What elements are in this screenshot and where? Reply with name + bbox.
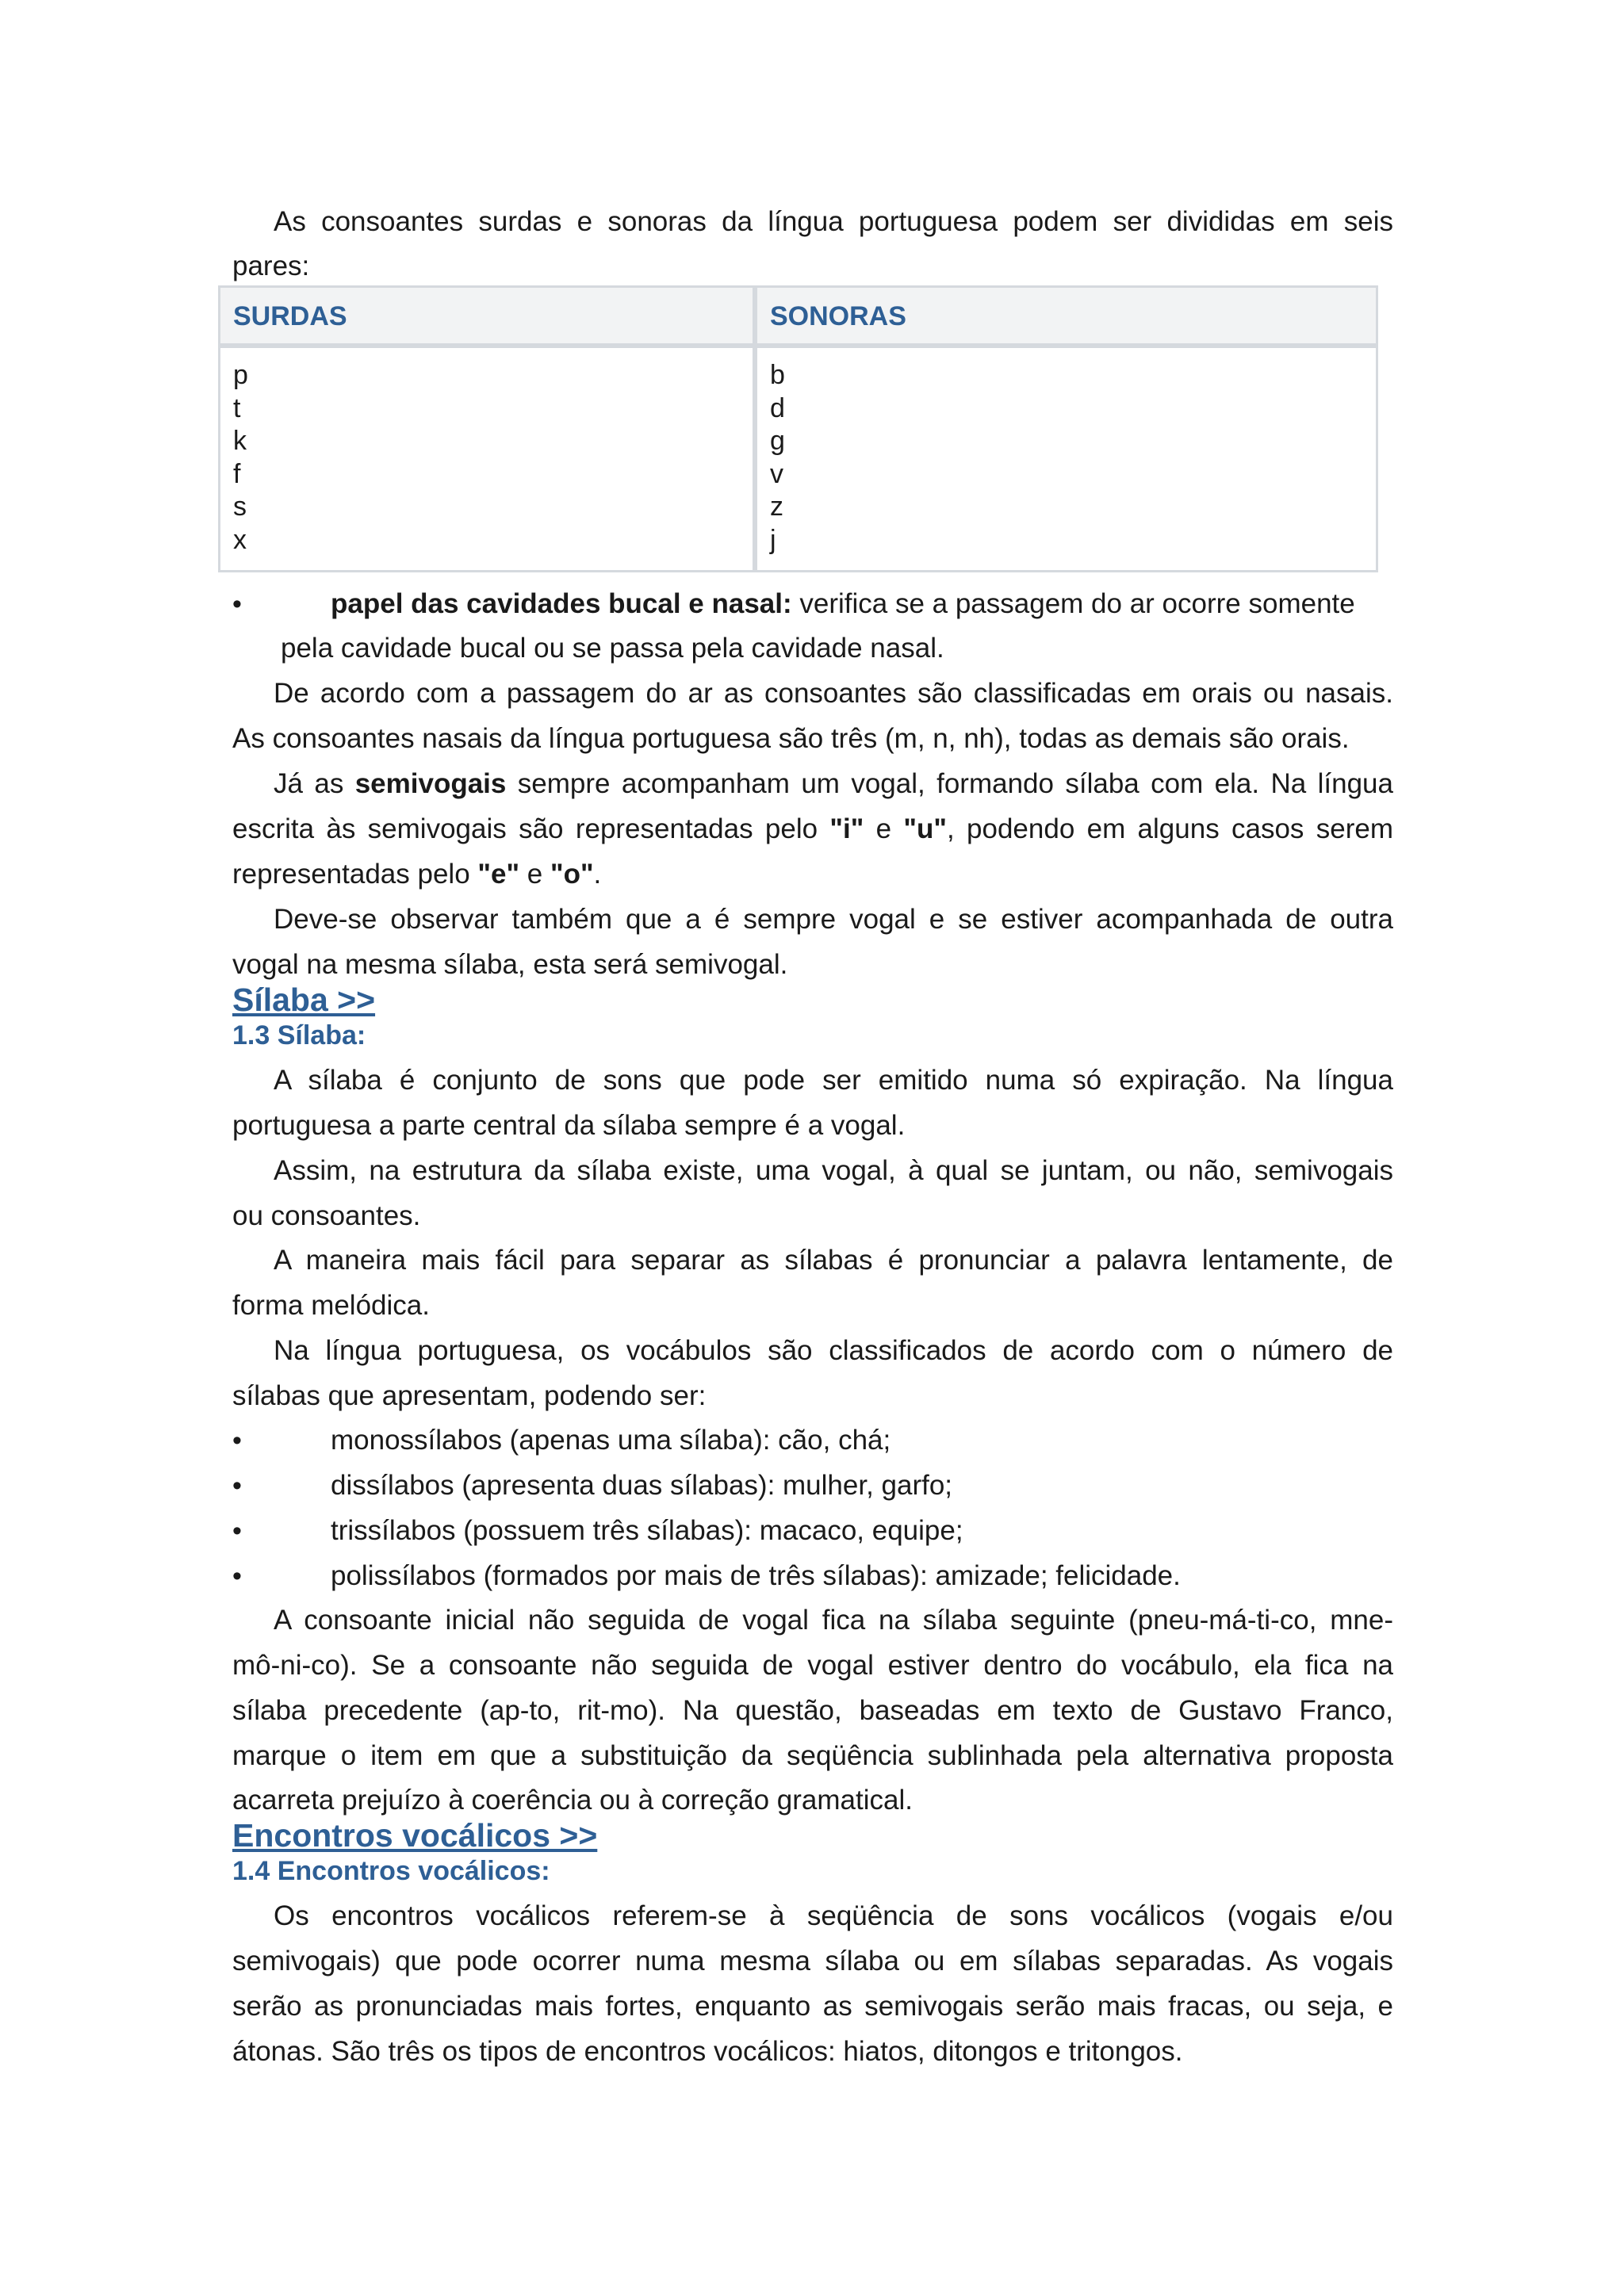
text-run: Já as bbox=[274, 768, 355, 799]
silaba-p5-line-5: acarreta prejuízo à coerência ou à correção gramatical. bbox=[232, 1785, 913, 1816]
semivogais-line-1 bbox=[232, 768, 1393, 800]
sonora-item: d bbox=[770, 392, 785, 423]
text-run-bold: "i" bbox=[829, 813, 864, 844]
encontros-heading: 1.4 Encontros vocálicos: bbox=[232, 1856, 550, 1886]
papel-term: papel das cavidades bucal e nasal: bbox=[331, 588, 792, 619]
encontros-p1-line-3: serão as pronunciadas mais fortes, enquanto as semivogais serão mais fracas, ou seja, e bbox=[232, 1991, 1393, 2022]
bullet-glyph: • bbox=[232, 589, 242, 619]
silaba-p5-line-4: marque o item em que a substituição da seqüência sublinhada pela alternativa proposta bbox=[232, 1740, 1393, 1771]
text-run: escrita às semivogais são representadas pelo bbox=[232, 813, 830, 844]
silaba-p1-line-1: A sílaba é conjunto de sons que pode ser emitido numa só expiração. Na língua bbox=[274, 1065, 1393, 1096]
text-run-bold: "o" bbox=[550, 859, 594, 890]
nasais-line-2: As consoantes nasais da língua portuguesa são três (m, n, nh), todas as demais são orais. bbox=[232, 723, 1350, 754]
silaba-p5-line-2: mô-ni-co). Se a consoante não seguida de vogal estiver dentro do vocábulo, ela fica na bbox=[232, 1650, 1393, 1681]
text-run: e bbox=[519, 859, 550, 890]
silaba-p3-line-1: A maneira mais fácil para separar as sílabas é pronunciar a palavra lentamente, de bbox=[274, 1245, 1393, 1276]
sonora-item: v bbox=[770, 458, 783, 489]
list-item: monossílabos (apenas uma sílaba): cão, chá; bbox=[331, 1425, 891, 1456]
text-run: , podendo em alguns casos serem bbox=[947, 813, 1393, 844]
list-item: polissílabos (formados por mais de três sílabas): amizade; felicidade. bbox=[331, 1560, 1181, 1591]
encontros-p1-line-4: átonas. São três os tipos de encontros vocálicos: hiatos, ditongos e tritongos. bbox=[232, 2036, 1183, 2067]
surda-item: x bbox=[233, 524, 247, 555]
silaba-p2-line-2: ou consoantes. bbox=[232, 1200, 421, 1231]
silaba-heading: 1.3 Sílaba: bbox=[232, 1020, 366, 1050]
table-cell-sonoras bbox=[755, 346, 1378, 572]
list-item: dissílabos (apresenta duas sílabas): mulher, garfo; bbox=[331, 1470, 953, 1501]
observar-line-1: Deve-se observar também que a é sempre vogal e se estiver acompanhada de outra bbox=[274, 904, 1393, 935]
semivogais-line-3 bbox=[232, 859, 1393, 890]
table-cell-surdas bbox=[218, 346, 755, 572]
text-run: . bbox=[593, 859, 602, 890]
sonora-item: j bbox=[770, 524, 776, 555]
silaba-p3-line-2: forma melódica. bbox=[232, 1290, 430, 1321]
observar-line-2: vogal na mesma sílaba, esta será semivogal. bbox=[232, 949, 788, 980]
consonant-pairs-table bbox=[218, 285, 1378, 572]
encontros-link[interactable]: Encontros vocálicos >> bbox=[232, 1817, 598, 1854]
silaba-p5-line-3: sílaba precedente (ap-to, rit-mo). Na questão, baseadas em texto de Gustavo Franco, bbox=[232, 1695, 1393, 1726]
bullet-glyph: • bbox=[232, 1561, 242, 1591]
silaba-p2-line-1: Assim, na estrutura da sílaba existe, uma vogal, à qual se juntam, ou não, semivogais bbox=[274, 1155, 1393, 1186]
sonora-item: z bbox=[770, 492, 783, 522]
encontros-p1-line-1: Os encontros vocálicos referem-se à seqüência de sons vocálicos (vogais e/ou bbox=[274, 1900, 1393, 1931]
table-header-sonoras: SONORAS bbox=[755, 285, 1378, 346]
encontros-p1-line-2: semivogais) que pode ocorrer numa mesma sílaba ou em sílabas separadas. As vogais bbox=[232, 1946, 1393, 1976]
silaba-p4-line-1: Na língua portuguesa, os vocábulos são classificados de acordo com o número de bbox=[274, 1335, 1393, 1366]
intro-line-2: pares: bbox=[232, 251, 310, 281]
silaba-link[interactable]: Sílaba >> bbox=[232, 982, 376, 1018]
surda-item: t bbox=[233, 392, 241, 423]
papel-line-1 bbox=[331, 588, 1393, 620]
bullet-glyph: • bbox=[232, 1471, 242, 1501]
text-run-bold: "u" bbox=[903, 813, 947, 844]
list-item: trissílabos (possuem três sílabas): macaco, equipe; bbox=[331, 1515, 963, 1546]
bullet-glyph: • bbox=[232, 1516, 242, 1546]
intro-line-1: As consoantes surdas e sonoras da língua portuguesa podem ser divididas em seis bbox=[274, 206, 1393, 237]
surda-item: s bbox=[233, 492, 247, 522]
bullet-glyph: • bbox=[232, 1425, 242, 1456]
silaba-p5-line-1: A consoante inicial não seguida de vogal fica na sílaba seguinte (pneu-má-ti-co, mne- bbox=[274, 1605, 1393, 1636]
text-run: e bbox=[864, 813, 904, 844]
sonora-item: g bbox=[770, 426, 785, 457]
silaba-p1-line-2: portuguesa a parte central da sílaba sempre é a vogal. bbox=[232, 1110, 906, 1141]
surda-item: p bbox=[233, 360, 248, 390]
text-run-bold: "e" bbox=[477, 859, 520, 890]
table-header-surdas: SURDAS bbox=[218, 285, 755, 346]
text-run: sempre acompanham um vogal, formando sílaba com ela. Na língua bbox=[506, 768, 1393, 799]
semivogais-line-2 bbox=[232, 813, 1393, 845]
text-run-bold: semivogais bbox=[354, 768, 507, 799]
silaba-p4-line-2: sílabas que apresentam, podendo ser: bbox=[232, 1380, 707, 1411]
surda-item: f bbox=[233, 458, 241, 489]
sonora-item: b bbox=[770, 360, 785, 390]
text-run: representadas pelo bbox=[232, 859, 478, 890]
papel-desc: verifica se a passagem do ar ocorre somente bbox=[791, 588, 1355, 619]
nasais-line-1: De acordo com a passagem do ar as consoantes são classificadas em orais ou nasais. bbox=[274, 678, 1393, 709]
papel-line-2: pela cavidade bucal ou se passa pela cavidade nasal. bbox=[281, 633, 944, 664]
surda-item: k bbox=[233, 426, 247, 457]
